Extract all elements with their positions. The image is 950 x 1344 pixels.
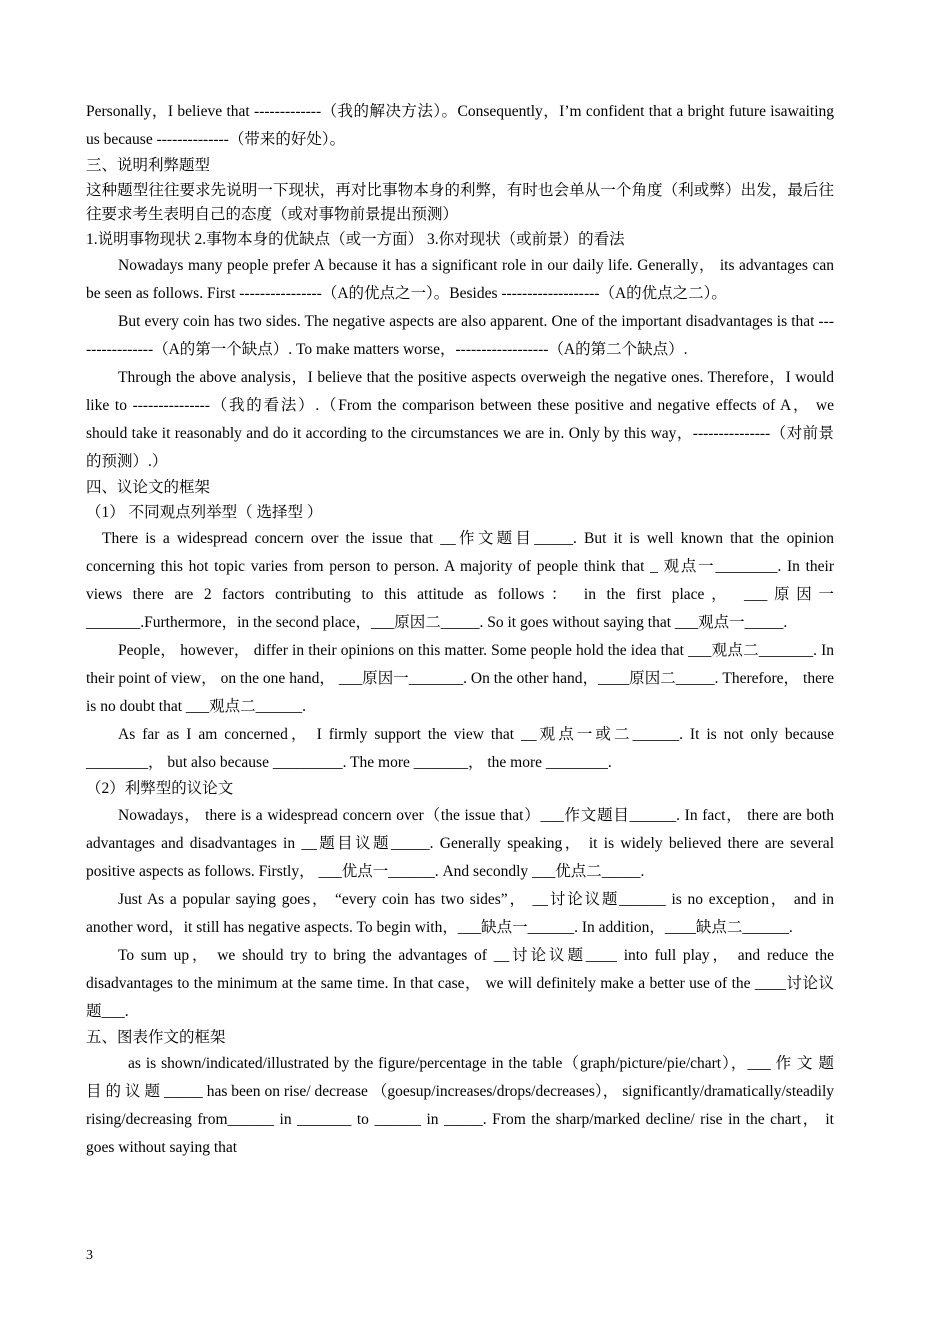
paragraph-pros-cons-intro: 这种题型往往要求先说明一下现状，再对比事物本身的利弊，有时也会单从一个角度（利或弊）出发，最后往往要求考生表明自己的态度（或对事物前景提出预测） [86,181,834,223]
paragraph-every-coin: But every coin has two sides. The negative aspects are also apparent. One of the important disadvantages is that ----------------（A的第一个缺点）. To make matters worse，------------------（A的第二个缺点）. [86,313,834,358]
paragraph-as-far-as: As far as I am concerned， I firmly support the view that __观点一或二______. It is not only because ________， but also because _________. The more _______， the more ________. [86,726,834,771]
paragraph-nowadays-concern: Nowadays， there is a widespread concern over（the issue that）___作文题目______. In fact， there are both advantages and disadvantages in __题目议题_____. Generally speaking， it is widely believed there are several positive aspects as follows. Firstly， ___优点一______. And secondly ___优点二_____. [86,806,834,880]
paragraph-through-analysis: Through the above analysis，I believe that the positive aspects overweigh the negative ones. Therefore，I would like to ---------------（我的看法）.（From the comparison between these positive and negative effects of A， we should take it reasonably and do it according to the circumstances we are in. Only by this way，---------------（对前景的预测）.） [86,369,834,470]
paragraph-structure-steps: 1.说明事物现状 2.事物本身的优缺点（或一方面） 3.你对现状（或前景）的看法 [86,230,625,248]
paragraph-widespread-concern: There is a widespread concern over the issue that __作文题目_____. But it is well known that the opinion concerning this hot topic varies from person to person. A majority of people think that _ 观点一________. In their views there are 2 factors contributing to this attitude as follows： in the first place， ___原因一_______.Furthermore，in the second place，___原因二_____. So it goes without saying that ___观点一_____. [86,530,834,631]
section-heading-chart-essay: 五、图表作文的框架 [86,1028,226,1046]
subheading-pros-cons-type: （2）利弊型的议论文 [86,780,234,797]
paragraph-people-differ: People， however， differ in their opinions on this matter. Some people hold the idea that ___观点二_______. In their point of view， on the one hand， ___原因一_______. On the other hand，____原因二_____. Therefore， there is no doubt that ___观点二______. [86,642,834,715]
paragraph-nowadays-a: Nowadays many people prefer A because it has a significant role in our daily life. Generally， its advantages can be seen as follows. First ----------------（A的优点之一）。Besides -------------------（A的优点之二）。 [86,257,834,302]
subheading-views-type: （1） 不同观点列举型（ 选择型 ） [86,503,323,521]
section-heading-pros-cons: 三、说明利弊题型 [86,157,211,174]
document-page [86,98,834,1162]
section-heading-argument: 四、议论文的框架 [86,479,211,496]
paragraph-personally: Personally，I believe that -------------（我的解决方法）。Consequently，I’m confident that a bright future isawaiting us because --------------（带来的好处）。 [86,103,834,148]
paragraph-as-is-shown: as is shown/indicated/illustrated by the figure/percentage in the table（graph/picture/pie/chart），___ 作 文 题 目 的 议 题 _____ has been on rise/ decrease （goesup/increases/drops/decreases）， significantly/dramatically/steadily rising/decreasing from______ in _______ to ______ in _____. From the sharp/marked decline/ rise in the chart， it goes without saying that [86,1055,834,1156]
paragraph-to-sum-up: To sum up， we should try to bring the advantages of __讨论议题____ into full play， and reduce the disadvantages to the minimum at the same time. In that case， we will definitely make a better use of the ____讨论议题___. [86,946,834,1020]
page-number: 3 [86,1248,93,1263]
paragraph-popular-saying: Just As a popular saying goes， “every coin has two sides”， __讨论议题______ is no exception， and in another word，it still has negative aspects. To begin with，___缺点一______. In addition，____缺点二______. [86,890,834,936]
